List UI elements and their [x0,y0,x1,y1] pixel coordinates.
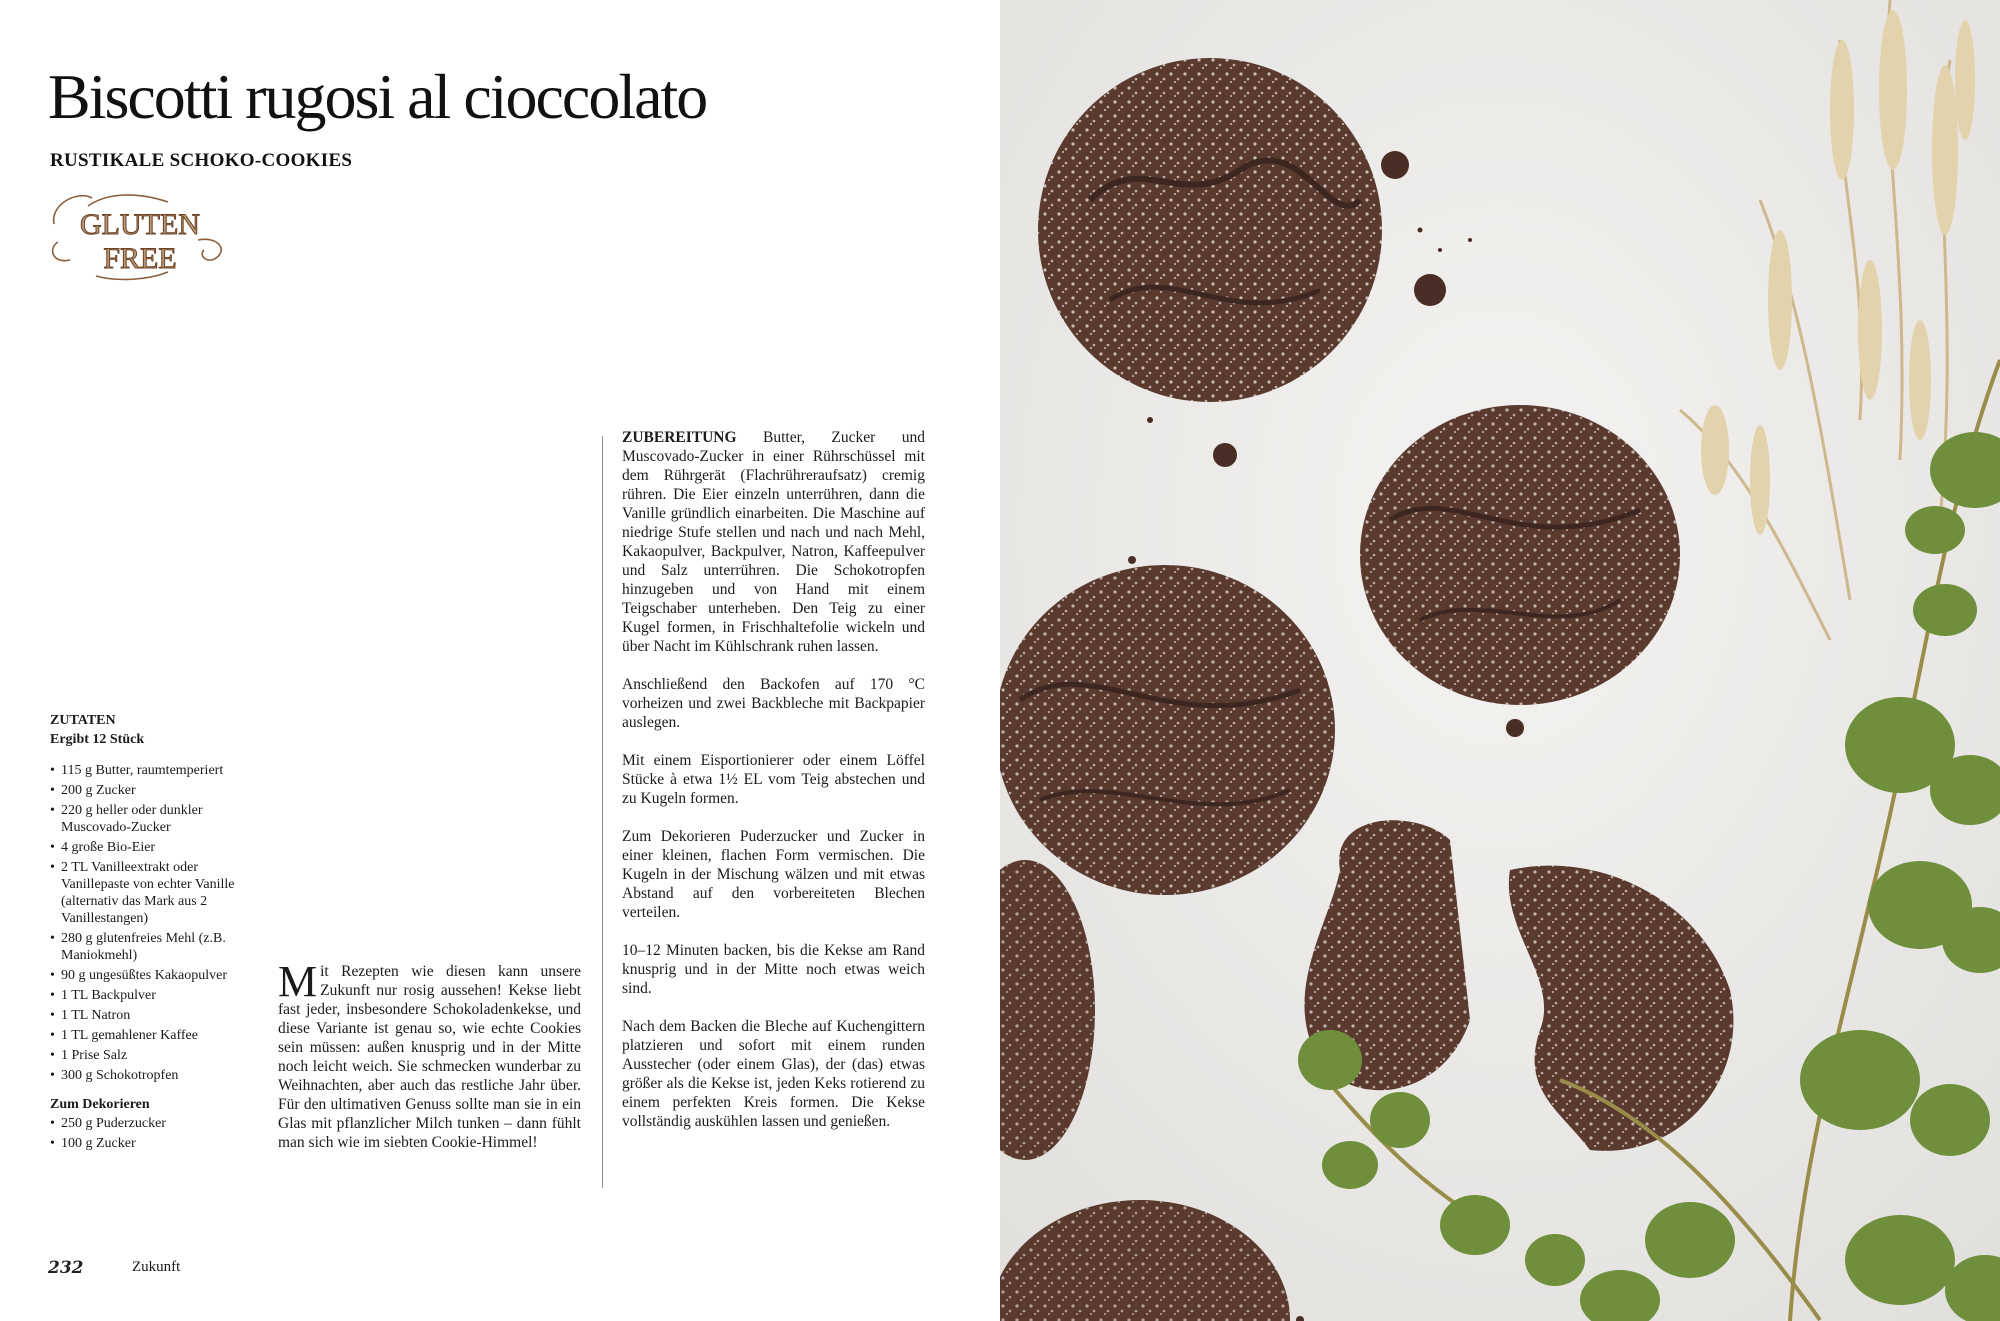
intro-text: it Rezepten wie diesen kann unsere Zukunft nur rosig aussehen! Kekse liebt fast jeder, insbesondere Schokoladenkekse, und diese Variante ist genau so, wie echte Cookies sein müssen: außen knusprig und in der Mitte noch leicht weich. Sie schmecken wunderbar zu Weihnachten, aber auch das restliche Jahr über. Für den ultimativen Genuss sollte man sie in ein Glas mit pflanzlicher Milch tunken – dann fühlt man sich wie im siebten Cookie-Himmel! [278,963,581,1151]
ingredients-yield: Ergibt 12 Stück [50,732,145,747]
ingredient-item: • 90 g ungesüßtes Kakaopulver [50,967,260,984]
ingredient-item: • 1 TL Backpulver [50,987,260,1004]
drop-cap: M [278,957,318,1006]
ingredients-heading: ZUTATEN [50,713,116,728]
ingredient-item: • 1 Prise Salz [50,1047,260,1064]
method-step [622,428,925,656]
cookie-middle-right [1360,405,1680,705]
badge-line1: GLUTEN [80,208,200,241]
gluten-free-badge-icon [48,184,233,284]
intro-paragraph [278,957,581,1152]
cookies-photo-illustration [1000,0,2000,1321]
method-step-text: Butter, Zucker und Muscovado-Zucker in einer Rührschüssel mit dem Rührgerät (Flachrühreraufsatz) cremig rühren. Die Eier einzeln unterrühren, dann die Vanille gründlich einarbeiten. Die Maschine auf niedrige Stufe stellen und nach und nach Mehl, Kakaopulver, Backpulver, Natron, Kaffeepulver und Salz unterrühren. Die Schokotropfen hinzugeben und von Hand mit einem Teigschaber unterheben. Den Teig zu einer Kugel formen, in Frischhaltefolie wickeln und über Nacht im Kühlschrank ruhen lassen. [622,429,926,655]
decoration-list [50,1115,260,1152]
cookies-photo [1000,0,2000,1321]
badge-line2: FREE [103,242,177,275]
ingredient-list [50,762,260,1084]
method-step: 10–12 Minuten backen, bis die Kekse am Rand knusprig und in der Mitte noch etwas weich sind. [622,942,925,997]
decoration-item: • 250 g Puderzucker [50,1115,260,1132]
ingredient-item: • 220 g heller oder dunkler Muscovado-Zucker [50,802,260,836]
method-heading: ZUBEREITUNG [622,429,737,446]
section-name: Zukunft [132,1259,181,1275]
page-number: 232 [48,1258,84,1278]
decoration-item: • 100 g Zucker [50,1135,260,1152]
method-step: Mit einem Eisportionierer oder einem Löffel Stücke à etwa 1½ EL vom Teig abstechen und zu Kugeln formen. [622,752,925,807]
ingredient-item: • 300 g Schokotropfen [50,1067,260,1084]
ingredient-item: • 2 TL Vanilleextrakt oder Vanillepaste von echter Vanille (alternativ das Mark aus 2 Vanillestangen) [50,859,260,927]
ingredient-item: • 115 g Butter, raumtemperiert [50,762,260,779]
ingredient-item: • 4 große Bio-Eier [50,839,260,856]
ingredients-section [50,712,260,1155]
method-section [622,428,925,1150]
column-divider [602,436,603,1188]
method-step: Nach dem Backen die Bleche auf Kuchengittern platzieren und sofort mit einem runden Ausstecher (oder einem Glas), der (das) etwas größer als die Kekse ist, jeden Keks rotierend zu einem perfekten Kreis formen. Die Kekse vollständig auskühlen lassen und genießen. [622,1018,925,1130]
ingredient-item: • 200 g Zucker [50,782,260,799]
recipe-subtitle: RUSTIKALE SCHOKO-COOKIES [50,150,353,171]
cookie-middle-left [1000,565,1335,895]
ingredient-item: • 1 TL gemahlener Kaffee [50,1027,260,1044]
recipe-title: Biscotti rugosi al cioccolato [48,61,707,132]
decoration-heading: Zum Dekorieren [50,1097,150,1112]
method-step: Anschließend den Backofen auf 170 °C vorheizen und zwei Backbleche mit Backpapier auslegen. [622,676,925,731]
method-step: Zum Dekorieren Puderzucker und Zucker in einer kleinen, flachen Form vermischen. Die Kugeln in der Mischung wälzen und mit etwas Abstand auf den vorbereiteten Blechen verteilen. [622,828,925,921]
ingredient-item: • 280 g glutenfreies Mehl (z.B. Maniokmehl) [50,930,260,964]
ingredient-item: • 1 TL Natron [50,1007,260,1024]
cookie-top [1038,58,1382,402]
